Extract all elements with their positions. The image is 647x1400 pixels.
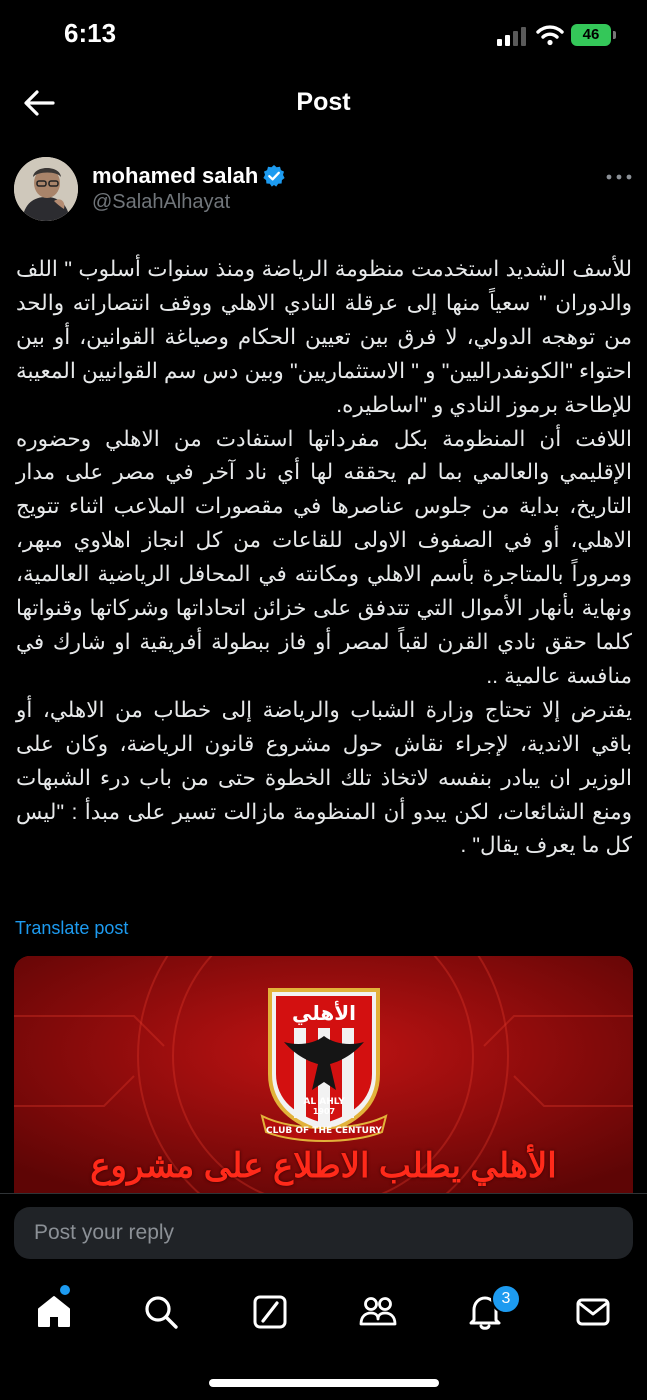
logo-ribbon: CLUB OF THE CENTURY [266, 1126, 382, 1136]
battery-icon [571, 24, 611, 46]
author-name[interactable]: mohamed salah [92, 163, 259, 188]
home-icon [34, 1292, 74, 1332]
logo-year: 1907 [312, 1107, 336, 1116]
home-unread-dot [60, 1285, 70, 1295]
tweet-media-image[interactable] [14, 956, 633, 1194]
avatar-image [14, 157, 78, 221]
communities-icon [358, 1292, 398, 1332]
battery-level: 46 [582, 26, 600, 43]
logo-arabic-name: الأهلي [291, 1001, 357, 1025]
mail-icon [573, 1292, 613, 1332]
wifi-icon [536, 24, 564, 46]
tab-communities[interactable] [358, 1292, 398, 1332]
author-handle: @SalahAlhayat [92, 191, 231, 213]
tab-home[interactable] [34, 1292, 74, 1332]
al-ahly-logo [254, 966, 394, 1146]
status-time: 6:13 [64, 18, 117, 48]
tab-search[interactable] [141, 1292, 181, 1332]
status-bar [0, 0, 647, 70]
media-caption: الأهلي يطلب الاطلاع على مشروع [90, 1147, 557, 1185]
author-row [0, 155, 647, 225]
more-options-icon[interactable] [605, 165, 633, 189]
reply-bar [0, 1193, 647, 1272]
tab-grok[interactable] [250, 1292, 290, 1332]
avatar[interactable] [14, 157, 78, 221]
nav-header [0, 70, 647, 136]
tab-messages[interactable] [573, 1292, 613, 1332]
reply-input[interactable] [14, 1207, 633, 1259]
cellular-signal-icon [497, 26, 529, 46]
page-title: Post [296, 88, 351, 116]
home-indicator [209, 1379, 439, 1387]
notifications-badge: 3 [491, 1284, 521, 1314]
logo-text: AL AHLY [303, 1097, 345, 1107]
tweet-text: للأسف الشديد استخدمت منظومة الرياضة ومنذ سنوات أسلوب " اللف والدوران " سعياً منها إلى عرقلة النادي الاهلي ووقف انتصاراته والحد من توهجه الدولي، لا فرق بين تعيين الحكام وصياغة القوانين، أو بين احتواء "الكونفدراليين" و " الاستثماريين" وبين دس سم القوانيين المعيبة للإطاحة برموز النادي و "اساطيره. اللافت أن المنظومة بكل مفرداتها استفادت من الاهلي وحضوره الإقليمي والعالمي بما لم يحققه لها أي ناد آخر في مصر على مدار التاريخ، بداية من جلوس عناصرها في مقصورات الملاعب اثناء تتويج الاهلي، أو في الصفوف الاولى للقاعات من كل انجاز اهلاوي مبهر، ومروراً بالمتاجرة بأسم الاهلي ومكانته في المحافل الرياضية العالمية، ونهاية بأنهار الأموال التي تتدفق على خزائن اتحاداتها وشركاتها وقنواتها كلما حقق نادي القرن لقباً لمصر أو فاز ببطولة أفريقية او شارك في منافسة عالمية .. يفترض إلا تحتاج وزارة الشباب والرياضة إلى خطاب من الاهلي، أو باقي الاندية، لإجراء نقاش حول مشروع قانون الرياضة، وكان على الوزير ان يبادر بنفسه لاتخاذ تلك الخطوة حتى من باب درء الشبهات ومنع الشائعات، لكن يبدو أن المنظومة مازالت تسير على مبدأ : "ليس كل ما يعرف يقال" . [16, 257, 632, 858]
verified-badge-icon [262, 164, 286, 188]
battery-tip [613, 31, 616, 39]
grok-icon [250, 1292, 290, 1332]
translate-post-link[interactable]: Translate post [15, 918, 129, 938]
search-icon [141, 1292, 181, 1332]
